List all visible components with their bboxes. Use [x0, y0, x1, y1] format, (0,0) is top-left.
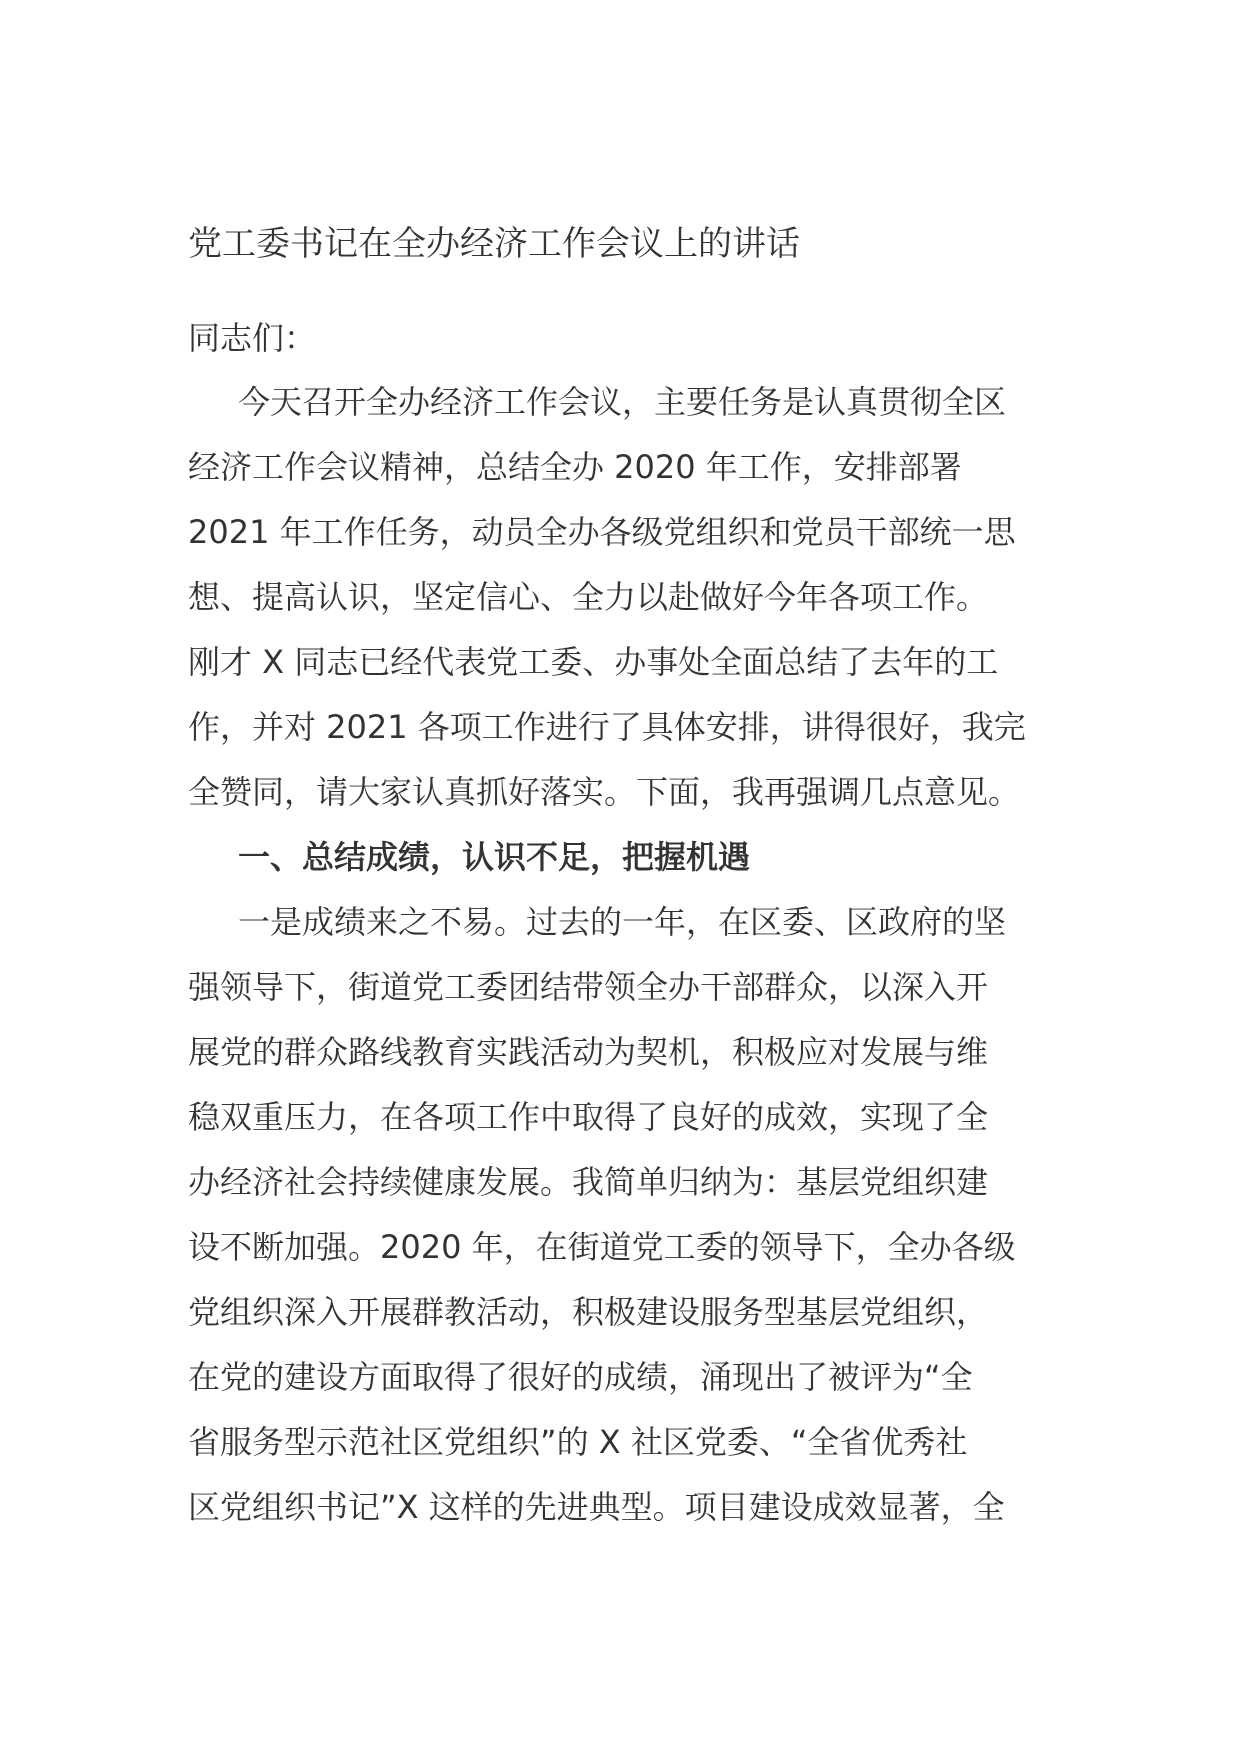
text-line: 党组织深入开展群教活动，积极建设服务型基层党组织， — [188, 1293, 989, 1331]
text-line: 区党组织书记”X 这样的先进典型。项目建设成效显著，全 — [188, 1488, 1005, 1526]
text-line: 2021 年工作任务，动员全办各级党组织和党员干部统一思 — [188, 513, 1016, 551]
text-line: 省服务型示范社区党组织”的 X 社区党委、“全省优秀社 — [188, 1423, 968, 1461]
text-line: 强领导下，街道党工委团结带领全办干部群众，以深入开 — [188, 968, 989, 1006]
text-line: 全赞同，请大家认真抓好落实。下面，我再强调几点意见。 — [188, 773, 1021, 811]
text-line: 稳双重压力，在各项工作中取得了良好的成效，实现了全 — [188, 1098, 989, 1136]
text-line: 一是成绩来之不易。过去的一年，在区委、区政府的坚 — [238, 903, 1007, 941]
section-heading: 一、总结成绩，认识不足，把握机遇 — [238, 838, 751, 876]
text-line: 办经济社会持续健康发展。我简单归纳为：基层党组织建 — [188, 1163, 989, 1201]
text-line: 刚才 X 同志已经代表党工委、办事处全面总结了去年的工 — [188, 643, 999, 681]
text-line: 展党的群众路线教育实践活动为契机，积极应对发展与维 — [188, 1033, 989, 1071]
salutation: 同志们： — [188, 319, 317, 357]
text-line: 在党的建设方面取得了很好的成绩，涌现出了被评为“全 — [188, 1358, 973, 1396]
document-title: 党工委书记在全办经济工作会议上的讲话 — [188, 224, 800, 264]
document-body — [188, 220, 1058, 1540]
text-line: 设不断加强。2020 年，在街道党工委的领导下，全办各级 — [188, 1228, 1016, 1266]
text-line: 想、提高认识，坚定信心、全力以赴做好今年各项工作。 — [188, 578, 989, 616]
text-line: 经济工作会议精神，总结全办 2020 年工作，安排部署 — [188, 448, 962, 486]
text-line: 今天召开全办经济工作会议，主要任务是认真贯彻全区 — [238, 383, 1007, 421]
text-line: 作，并对 2021 各项工作进行了具体安排，讲得很好，我完 — [188, 708, 1026, 746]
